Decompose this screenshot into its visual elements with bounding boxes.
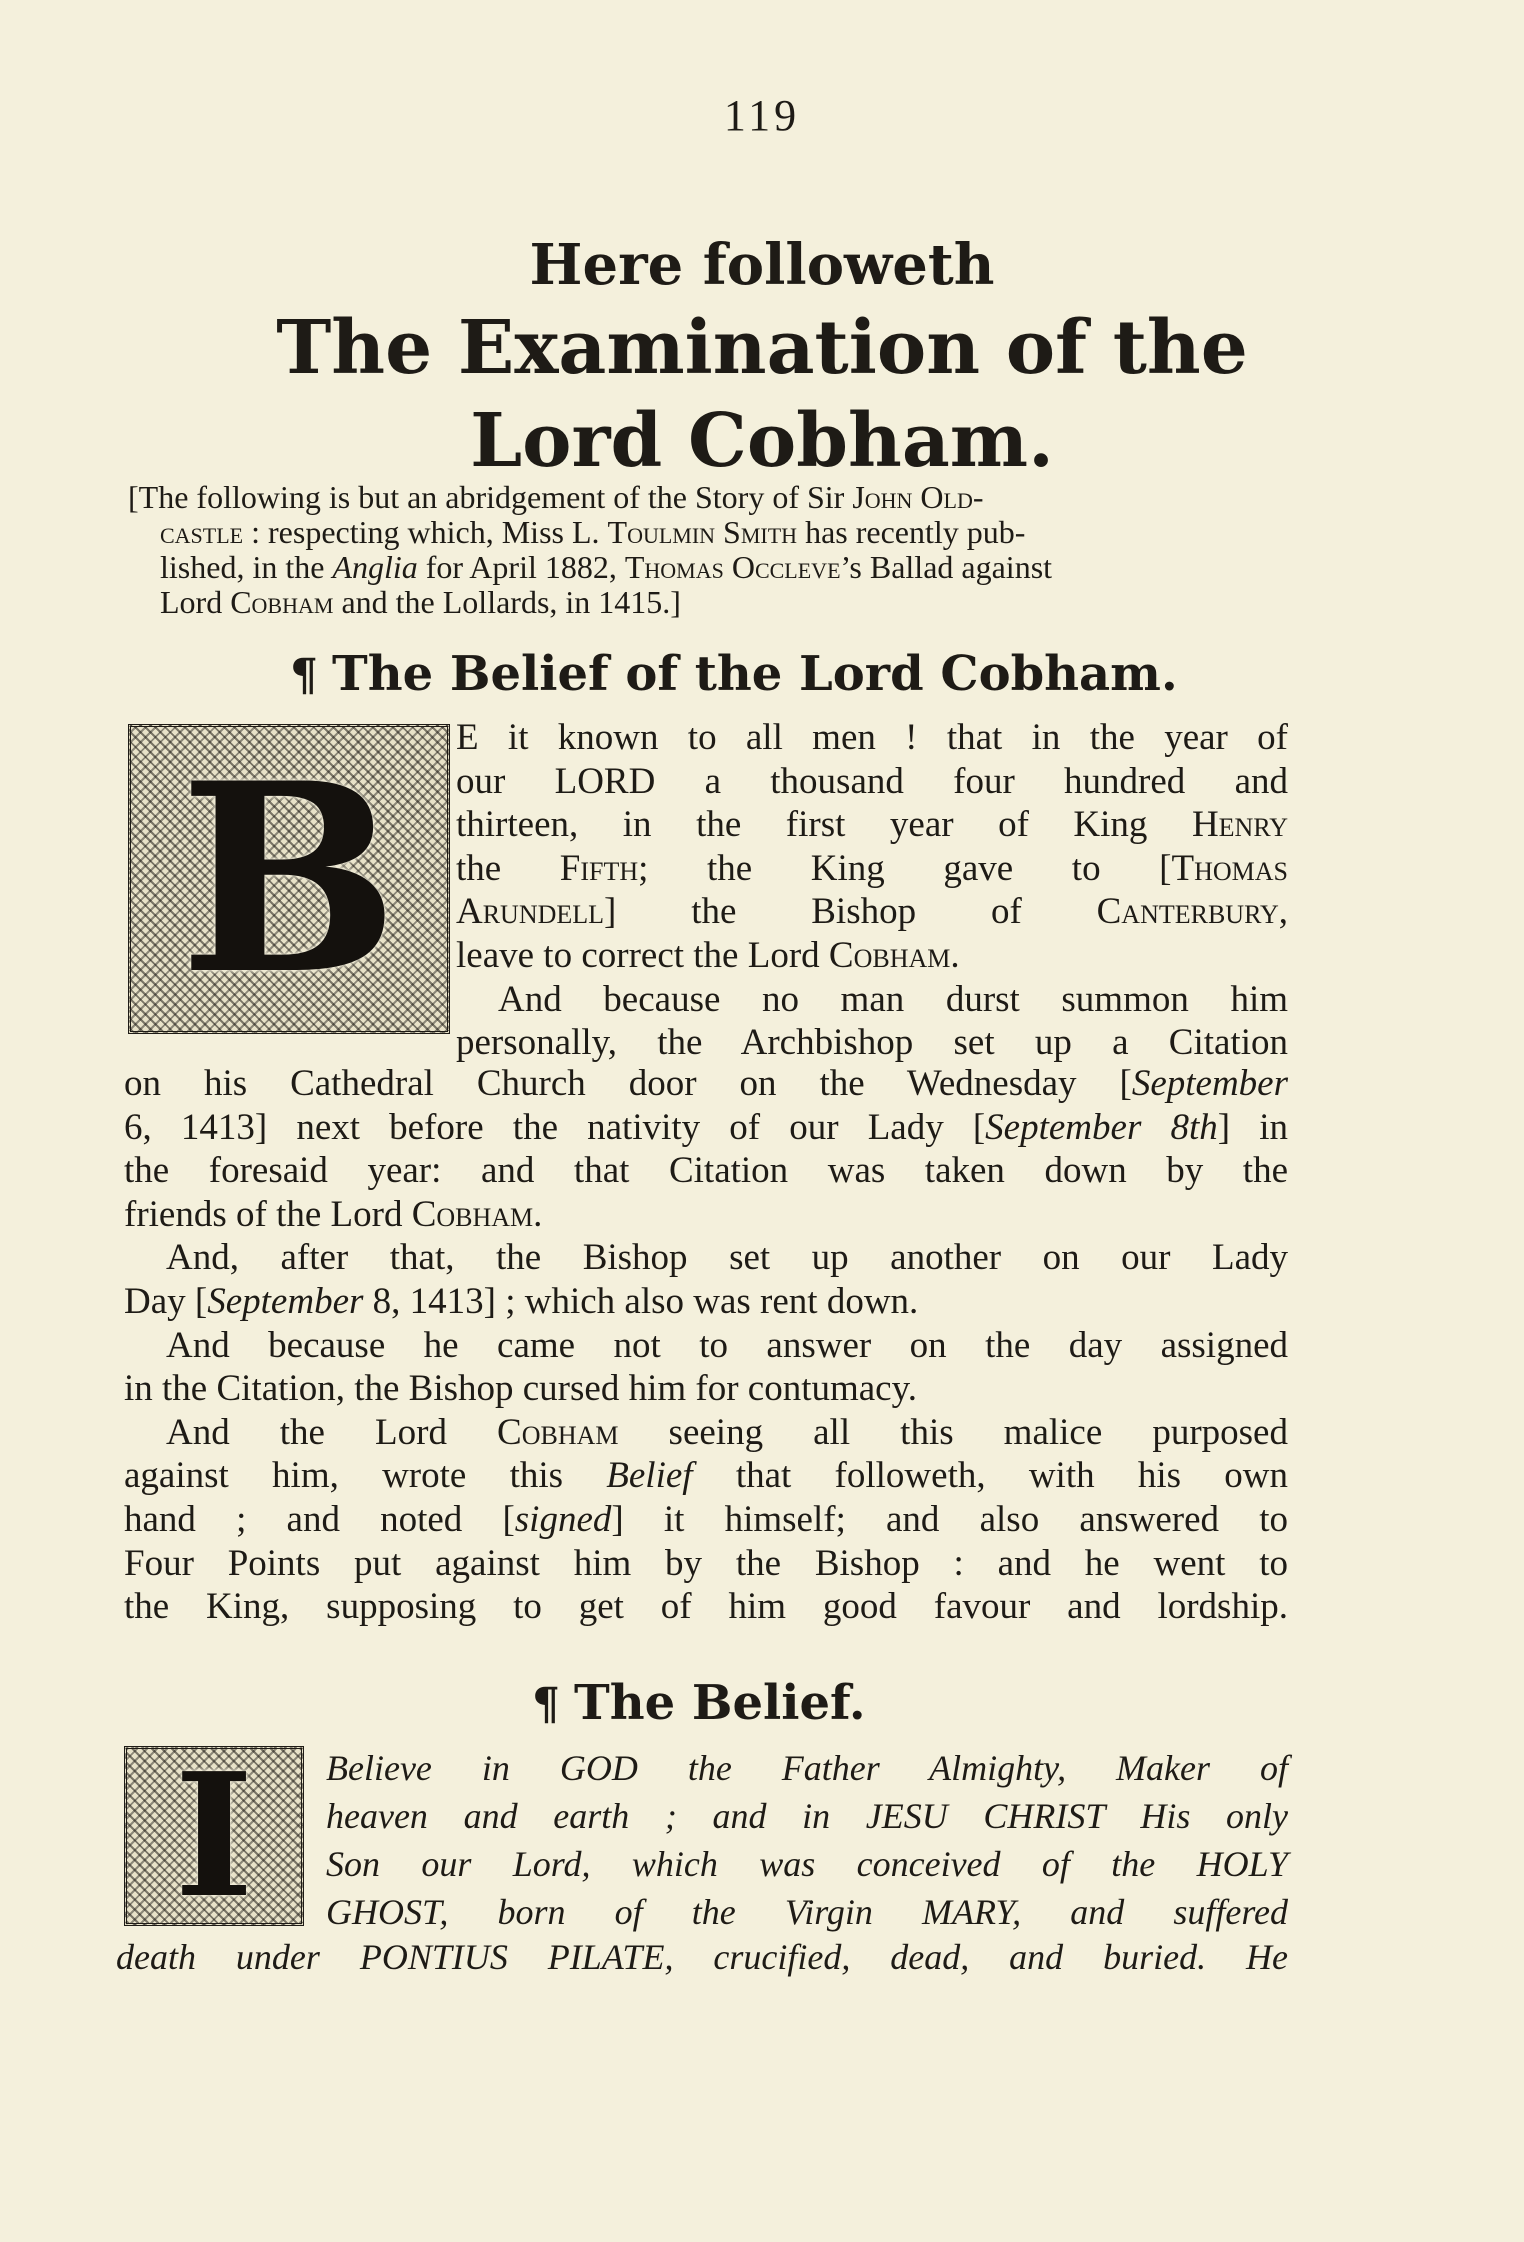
ornamental-initial-b (128, 724, 450, 1034)
title-line-2: The Examination of the (276, 305, 1248, 391)
note-text: has recently pub- (797, 514, 1026, 550)
text-line: Four Points put against him by the Bishop : and he went to (124, 1542, 1288, 1584)
editorial-note (128, 480, 1296, 620)
note-text: Lord (160, 584, 231, 620)
note-text: and the Lollards, in 1415.] (333, 584, 681, 620)
section-heading-the-belief (532, 1675, 866, 1731)
section-heading-belief-of-lord-cobham (290, 646, 1178, 702)
belief-paragraph-top (326, 1744, 1288, 1936)
text-line (456, 803, 1288, 847)
title-line-3: Lord Cobham. (470, 398, 1054, 484)
text-run: 6, 1413] next before the nativity of our Lady [ (124, 1106, 986, 1148)
name-run: Cobham. (411, 1193, 543, 1235)
initial-letter: I (174, 1736, 254, 1936)
note-text: for April 1882, (417, 549, 625, 585)
text-line (124, 1062, 1288, 1106)
note-text: [The following is but an abridgement of the Story of Sir (128, 479, 853, 515)
text-line (124, 1454, 1288, 1498)
text-line (456, 890, 1288, 934)
text-line (124, 1498, 1288, 1542)
text-line: E it known to all men ! that in the year of (456, 717, 1288, 758)
ornamental-initial-i (124, 1736, 304, 1936)
text-line: GHOST, born of the Virgin MARY, and suffered (326, 1892, 1288, 1932)
italic-run: September 8th (985, 1106, 1218, 1148)
italic-run: Belief (606, 1455, 693, 1497)
name-run: Canterbury, (1096, 891, 1288, 933)
initial-letter: B (179, 726, 399, 1032)
note-name: castle (160, 514, 244, 550)
text-run: ] the Bishop of (604, 891, 1097, 933)
text-line (456, 934, 1288, 978)
text-line: death under PONTIUS PILATE, crucified, dead, and buried. He (116, 1937, 1288, 1977)
text-line: And because he came not to answer on the day assigned (166, 1324, 1288, 1366)
text-line: personally, the Archbishop set up a Citation (456, 1022, 1288, 1064)
name-run: Cobham (497, 1411, 619, 1453)
name-run: Henry (1191, 804, 1288, 846)
pilcrow-icon: ¶ (290, 650, 318, 701)
text-line: Son our Lord, which was conceived of the HOLY (326, 1844, 1288, 1884)
name-run: Cobham. (828, 934, 960, 976)
text-run: hand ; and noted [ (124, 1498, 515, 1540)
text-run: ] in (1217, 1106, 1288, 1148)
text-line: the foresaid year: and that Citation was taken down by the (124, 1150, 1288, 1192)
text-run: ; the King gave to [ (638, 847, 1172, 889)
italic-run: September (207, 1280, 364, 1322)
text-line: And, after that, the Bishop set up another on our Lady (166, 1237, 1288, 1279)
italic-run: signed (514, 1498, 612, 1540)
text-line: Believe in GOD the Father Almighty, Maker of (326, 1748, 1288, 1788)
text-line: And because no man durst summon him (498, 978, 1288, 1020)
text-run: leave to correct the Lord (456, 934, 829, 976)
text-line: the King, supposing to get of him good favour and lordship. (124, 1586, 1288, 1628)
name-run: Arundell (456, 891, 605, 933)
note-name: Thomas Occleve (624, 549, 841, 585)
text-run: thirteen, in the first year of King (456, 804, 1192, 846)
text-run: seeing all this malice purposed (618, 1411, 1288, 1453)
title-line-1: Here followeth (529, 232, 995, 298)
text-run: And the Lord (166, 1411, 498, 1453)
text-run: ] it himself; and also answered to (611, 1498, 1288, 1540)
main-paragraph-top (456, 716, 1288, 1065)
text-line: in the Citation, the Bishop cursed him for contumacy. (124, 1368, 917, 1410)
note-name: John Old- (852, 479, 984, 515)
note-italic: Anglia (332, 549, 418, 585)
name-run: Thomas (1171, 847, 1289, 889)
italic-run: September (1131, 1063, 1288, 1104)
text-run: that followeth, with his own (692, 1455, 1288, 1497)
text-line (124, 1280, 1288, 1324)
text-run: Day [ (124, 1280, 208, 1322)
text-line: our LORD a thousand four hundred and (456, 760, 1288, 802)
note-text: lished, in the (160, 549, 333, 585)
text-line (124, 1411, 1288, 1455)
main-paragraph-bottom (124, 1062, 1288, 1629)
name-run: Fifth (559, 847, 639, 889)
text-run: 8, 1413] ; which also was rent down. (363, 1280, 919, 1322)
pilcrow-icon: ¶ (532, 1679, 560, 1730)
note-name: Cobham (230, 584, 334, 620)
text-run: on his Cathedral Church door on the Wednesday [ (124, 1063, 1132, 1104)
text-line (456, 847, 1288, 891)
text-run: friends of the Lord (124, 1193, 412, 1235)
section-heading-text: The Belief. (574, 1675, 866, 1731)
note-text: ’s Ballad against (840, 549, 1053, 585)
note-name: Toulmin Smith (607, 514, 798, 550)
text-line (124, 1106, 1288, 1150)
belief-paragraph-bottom (116, 1936, 1288, 1980)
note-text: : respecting which, Miss L. (243, 514, 608, 550)
page-number: 119 (723, 91, 801, 140)
text-run: the (456, 847, 560, 889)
section-heading-text: The Belief of the Lord Cobham. (332, 646, 1178, 702)
text-line: heaven and earth ; and in JESU CHRIST His only (326, 1796, 1288, 1836)
text-run: against him, wrote this (124, 1455, 607, 1497)
text-line (124, 1193, 1288, 1237)
